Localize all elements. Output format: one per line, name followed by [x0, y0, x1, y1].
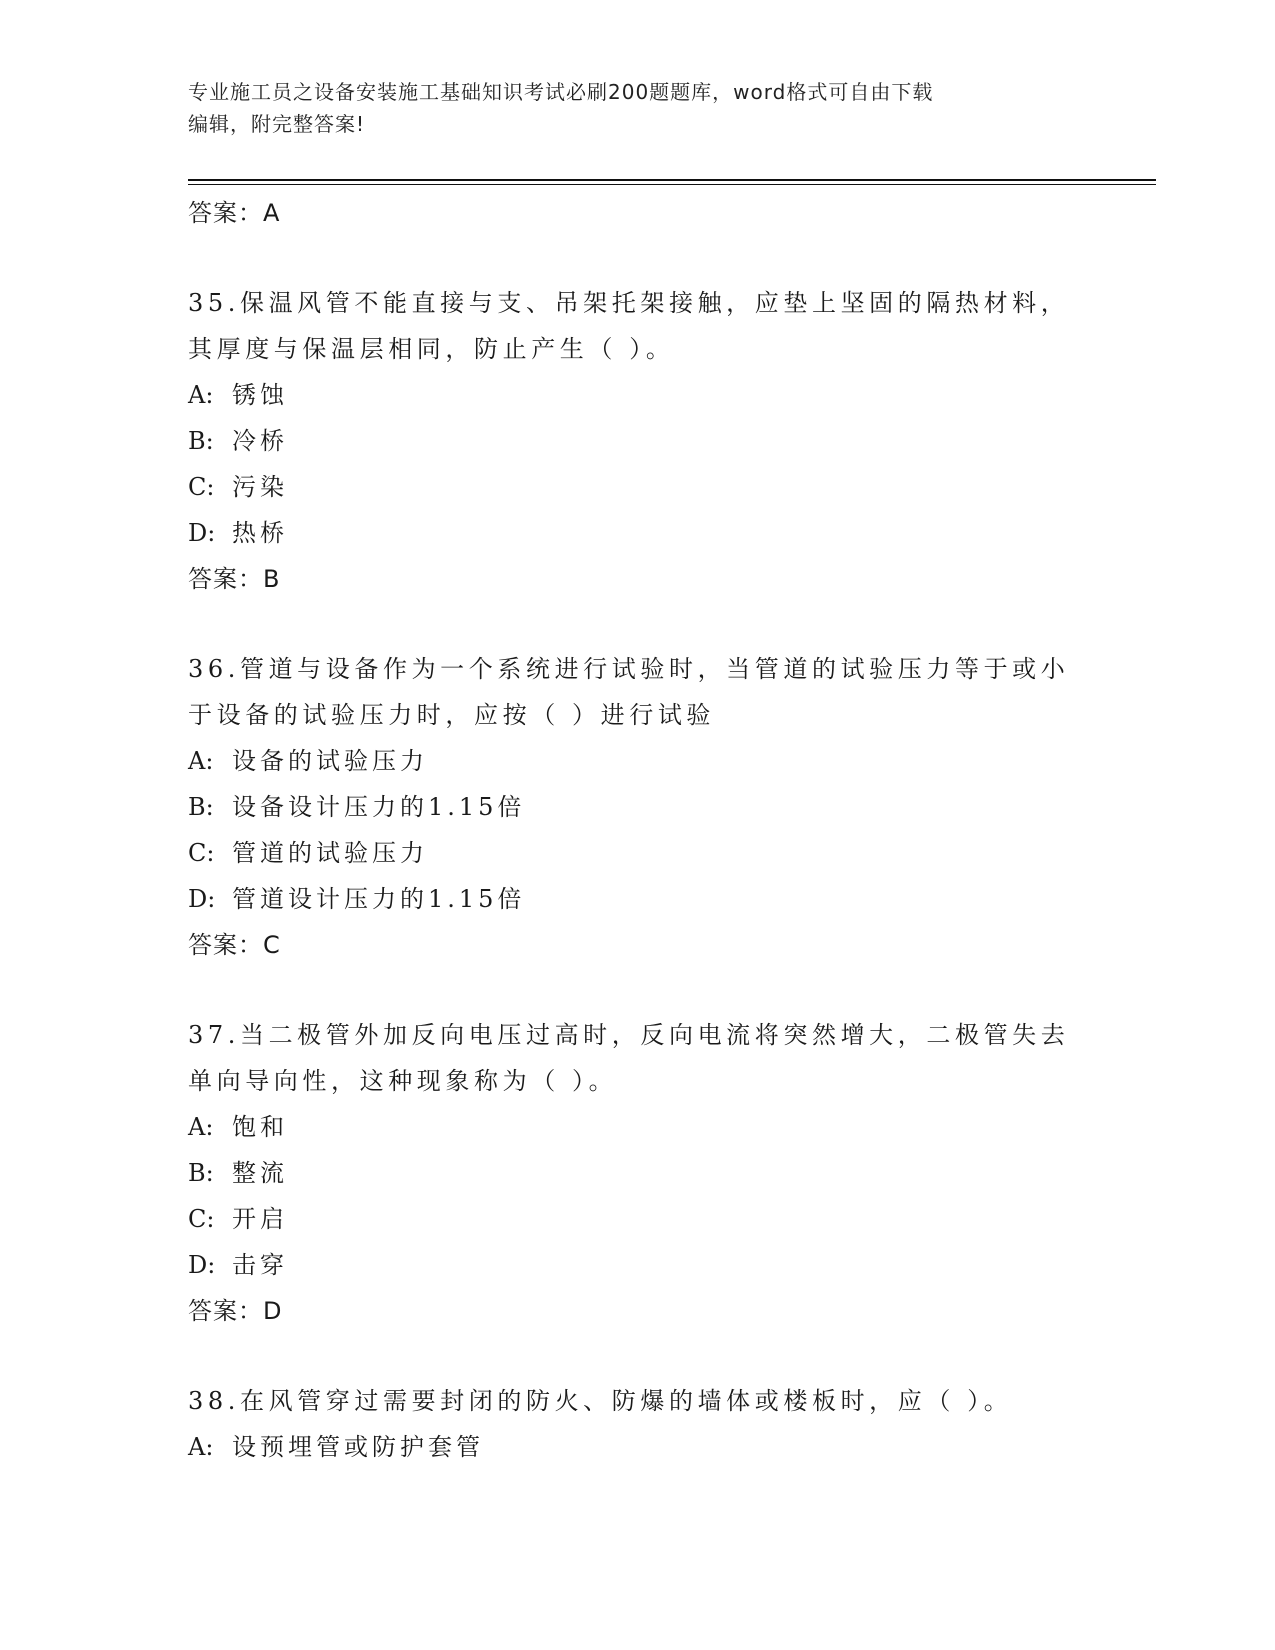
question-text-line: 其厚度与保温层相同，防止产生（ ）。: [188, 335, 675, 363]
option-letter: B:: [188, 1159, 214, 1187]
option-text: 污染: [232, 473, 288, 501]
answer-line: 答案：D: [188, 1297, 283, 1325]
option-a: [188, 1104, 1088, 1150]
option-text: 整流: [232, 1159, 288, 1187]
option-text: 设备设计压力的1.15倍: [232, 793, 526, 821]
option-d: [188, 1242, 1088, 1288]
option-text: 锈蚀: [232, 381, 288, 409]
option-c: [188, 464, 1088, 510]
option-letter: A:: [188, 1433, 214, 1461]
question-35: [188, 280, 1088, 602]
option-letter: A:: [188, 381, 214, 409]
option-text: 设备的试验压力: [232, 747, 428, 775]
option-b: [188, 784, 1088, 830]
option-text: 冷桥: [232, 427, 288, 455]
question-text-line: 37.当二极管外加反向电压过高时，反向电流将突然增大，二极管失去: [188, 1021, 1070, 1049]
answer-line: 答案：C: [188, 931, 281, 959]
option-letter: B:: [188, 793, 214, 821]
question-37: [188, 1012, 1088, 1334]
option-letter: B:: [188, 427, 214, 455]
option-a: [188, 738, 1088, 784]
option-c: [188, 1196, 1088, 1242]
option-text: 开启: [232, 1205, 288, 1233]
question-36: [188, 646, 1088, 968]
option-letter: A:: [188, 1113, 214, 1141]
document-header: [188, 76, 1068, 140]
header-divider-thin: [188, 184, 1156, 185]
option-text: 管道的试验压力: [232, 839, 428, 867]
option-text: 击穿: [232, 1251, 288, 1279]
option-c: [188, 830, 1088, 876]
option-text: 饱和: [232, 1113, 288, 1141]
option-d: [188, 876, 1088, 922]
question-text-line: 单向导向性，这种现象称为（ ）。: [188, 1067, 618, 1095]
option-text: 设预埋管或防护套管: [232, 1433, 484, 1461]
option-letter: C:: [188, 839, 215, 867]
question-text-line: 于设备的试验压力时，应按（ ）进行试验: [188, 701, 716, 729]
question-text-line: 35.保温风管不能直接与支、吊架托架接触，应垫上坚固的隔热材料，: [188, 289, 1070, 317]
option-text: 热桥: [232, 519, 288, 547]
answer-line: 答案：A: [188, 199, 281, 227]
option-letter: D:: [188, 519, 216, 547]
answer-line: 答案：B: [188, 565, 281, 593]
option-letter: D:: [188, 1251, 216, 1279]
option-a: [188, 1424, 1088, 1470]
option-d: [188, 510, 1088, 556]
option-letter: D:: [188, 885, 216, 913]
question-38: [188, 1378, 1088, 1470]
header-line-1: 专业施工员之设备安装施工基础知识考试必刷200题题库，word格式可自由下载: [188, 80, 934, 104]
question-text-line: 36.管道与设备作为一个系统进行试验时，当管道的试验压力等于或小: [188, 655, 1070, 683]
option-letter: C:: [188, 1205, 215, 1233]
header-line-2: 编辑，附完整答案!: [188, 112, 366, 136]
header-divider-thick: [188, 179, 1156, 181]
question-list: [188, 190, 1088, 1470]
option-a: [188, 372, 1088, 418]
option-b: [188, 418, 1088, 464]
option-b: [188, 1150, 1088, 1196]
option-text: 管道设计压力的1.15倍: [232, 885, 526, 913]
option-letter: A:: [188, 747, 214, 775]
question-text-line: 38.在风管穿过需要封闭的防火、防爆的墙体或楼板时，应（ ）。: [188, 1387, 1013, 1415]
option-letter: C:: [188, 473, 215, 501]
